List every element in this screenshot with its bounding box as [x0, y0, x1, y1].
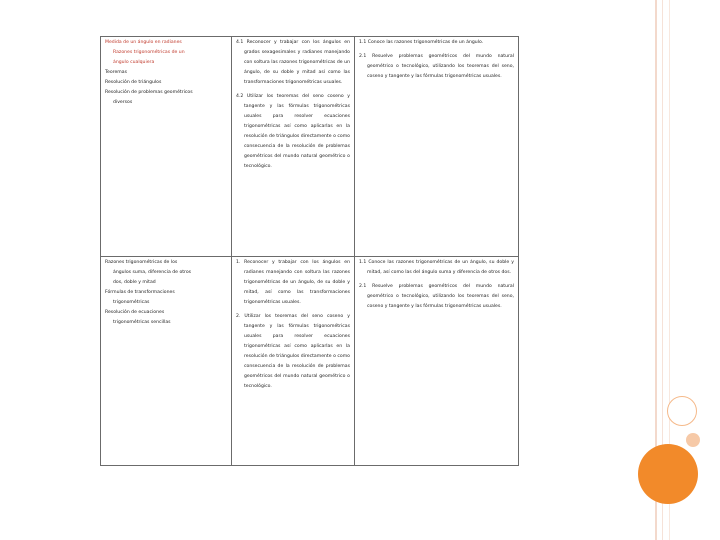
table-cell-standards — [355, 37, 519, 257]
standard-item: 2.1 Resuelve problemas geométricos del mundo natural geométrico o tecnológico, utilizando los teoremas del seno, coseno y tangente y las fórmulas trigonométricas usuales. — [359, 284, 514, 309]
criterion-item: 4.1 Reconocer y trabajar con los ángulos en grados sexagesimales y radianes manejando con soltura las razones trigonométricas de un ángulo, de su doble y mitad así como las transformaciones trigonométricas usuales. — [236, 40, 350, 85]
criterion-item: 4.2 Utilizar los teoremas del seno coseno y tangente y las fórmulas trigonométricas usuales para resolver ecuaciones trigonométricas así como aplicarlas en la resolución de triángulos directamente o como consecuencia de la resolución de problemas geométricos del mundo natural geométrico o tecnológico. — [236, 94, 350, 169]
content-item: Medida de un ángulo en radianes — [105, 40, 182, 45]
table-cell-contents — [101, 257, 232, 466]
content-item: trigonométricas sencillas — [113, 320, 171, 325]
content-item: Teoremas — [105, 70, 127, 75]
decorative-circle-orange — [638, 444, 698, 504]
content-item: ángulo cualquiera — [113, 60, 155, 65]
table-cell-criteria — [232, 257, 355, 466]
criterion-item: 2. Utilizar los teoremas del seno coseno y tangente y las fórmulas trigonométricas usuales para resolver ecuaciones trigonométricas así como aplicarlas en la resolución de triángulos directamente o como consecuencia de la resolución de problemas geométricos del mundo natural geométrico o tecnológico. — [236, 314, 350, 389]
content-item: Razones trigonométricas de los — [105, 260, 178, 265]
content-item: trigonométricas — [113, 300, 150, 305]
decorative-circle-outline — [667, 396, 697, 426]
criterion-item: 1. Reconocer y trabajar con los ángulos en radianes manejando con soltura las razones trigonométricas de un ángulo, de su doble y mitad, así como las transformaciones trigonométricas usuales. — [236, 260, 350, 305]
standard-item: 2.1 Resuelve problemas geométricos del mundo natural geométrico o tecnológico, utilizando los teoremas del seno, coseno y tangente y las fórmulas trigonométricas usuales. — [359, 54, 514, 79]
table-cell-criteria — [232, 37, 355, 257]
table-row — [101, 257, 519, 466]
table-row — [101, 37, 519, 257]
content-item: Resolución de ecuaciones — [105, 310, 165, 315]
curriculum-table — [100, 36, 519, 466]
content-item: Resolución de problemas geométricos — [105, 90, 193, 95]
standard-item: 1.1 Conoce las razones trigonométricas de un ángulo, su doble y mitad, así como las del ángulo suma y diferencia de otros dos. — [359, 260, 514, 275]
content-item: Razones trigonométricas de un — [113, 50, 185, 55]
table-cell-standards — [355, 257, 519, 466]
table-cell-contents — [101, 37, 232, 257]
content-item: diversos — [113, 100, 133, 105]
content-item: Resolución de triángulos — [105, 80, 162, 85]
content-item: Fórmulas de transformaciones — [105, 290, 175, 295]
decorative-circle-small — [686, 433, 700, 447]
standard-item: 1.1 Conoce las razones trigonométricas de un ángulo. — [359, 40, 484, 45]
content-item: dos, doble y mitad — [113, 280, 156, 285]
content-item: ángulos suma, diferencia de otros — [113, 270, 192, 275]
